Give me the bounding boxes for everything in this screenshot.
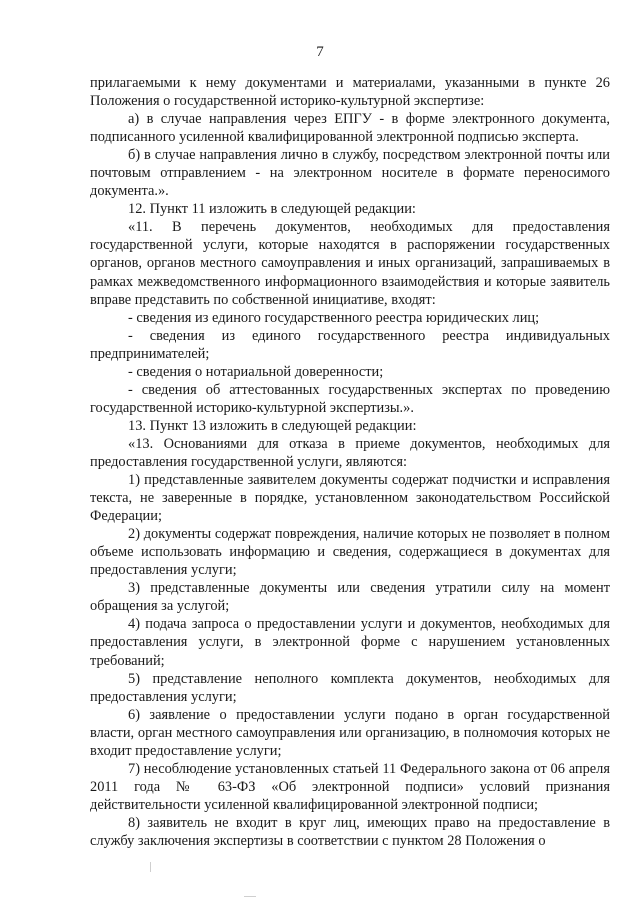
list-item-4: 4) подача запроса о предоставлении услуги и документов, необходимых для предоставления услуги, в электронной форме с нарушением установленных требований; <box>90 616 610 669</box>
paragraph-amendment-13: 13. Пункт 13 изложить в следующей редакции: <box>128 417 417 434</box>
scan-artifact-mark <box>150 862 151 872</box>
paragraph-item-a: а) в случае направления через ЕПГУ - в форме электронного документа, подписанного усиленной квалифицированной электронной подписью эксперта. <box>90 111 610 146</box>
list-item-8: 8) заявитель не входит в круг лиц, имеющих право на предоставление в службу заключения экспертизы в соответствии с пунктом 28 Положения о <box>90 814 610 849</box>
list-item-power-of-attorney: - сведения о нотариальной доверенности; <box>128 363 384 380</box>
paragraph-clause-13: «13. Основаниями для отказа в приеме документов, необходимых для предоставления государственной услуги, являются: <box>90 435 610 470</box>
list-item-7: 7) несоблюдение установленных статьей 11 Федерального закона от 06 апреля 2011 года № 63-ФЗ «Об электронной подписи» условий признания действительности усиленной квалифицированной электронной подписи; <box>90 760 610 813</box>
list-item-6: 6) заявление о предоставлении услуги подано в орган государственной власти, орган местного самоуправления или организацию, в полномочия которых не входит предоставление услуги; <box>90 706 610 759</box>
paragraph-amendment-12: 12. Пункт 11 изложить в следующей редакции: <box>128 201 416 218</box>
list-item-5: 5) представление неполного комплекта документов, необходимых для предоставления услуги; <box>90 670 610 705</box>
scan-artifact-mark <box>244 896 256 897</box>
paragraph-continuation: прилагаемыми к нему документами и материалами, указанными в пункте 26 Положения о государственной историко-культурной экспертизе: <box>90 75 610 110</box>
list-item-2: 2) документы содержат повреждения, наличие которых не позволяет в полном объеме использовать информацию и сведения, содержащиеся в документах для предоставления услуги; <box>90 526 610 579</box>
paragraph-item-b: б) в случае направления лично в службу, посредством электронной почты или почтовым отправлением - на электронном носителе в формате переносимого документа.». <box>90 147 610 200</box>
list-item-certified-experts: - сведения об аттестованных государственных экспертах по проведению государственной историко-культурной экспертизы.». <box>90 381 610 416</box>
document-body <box>90 74 610 850</box>
list-item-entrepreneurs: - сведения из единого государственного реестра индивидуальных предпринимателей; <box>90 327 610 362</box>
page-number: 7 <box>316 44 324 60</box>
list-item-1: 1) представленные заявителем документы содержат подчистки и исправления текста, не заверенные в порядке, установленном законодательством Российской Федерации; <box>90 472 610 525</box>
paragraph-clause-11: «11. В перечень документов, необходимых для предоставления государственной услуги, которые находятся в распоряжении государственных органов, органов местного самоуправления и иных организаций, запрашиваемых в рамках межведомственного информационного взаимодействия и которые заявитель вправе представить по собственной инициативе, входят: <box>90 219 610 308</box>
list-item-legal-entities: - сведения из единого государственного реестра юридических лиц; <box>128 309 540 326</box>
list-item-3: 3) представленные документы или сведения утратили силу на момент обращения за услугой; <box>90 580 610 615</box>
